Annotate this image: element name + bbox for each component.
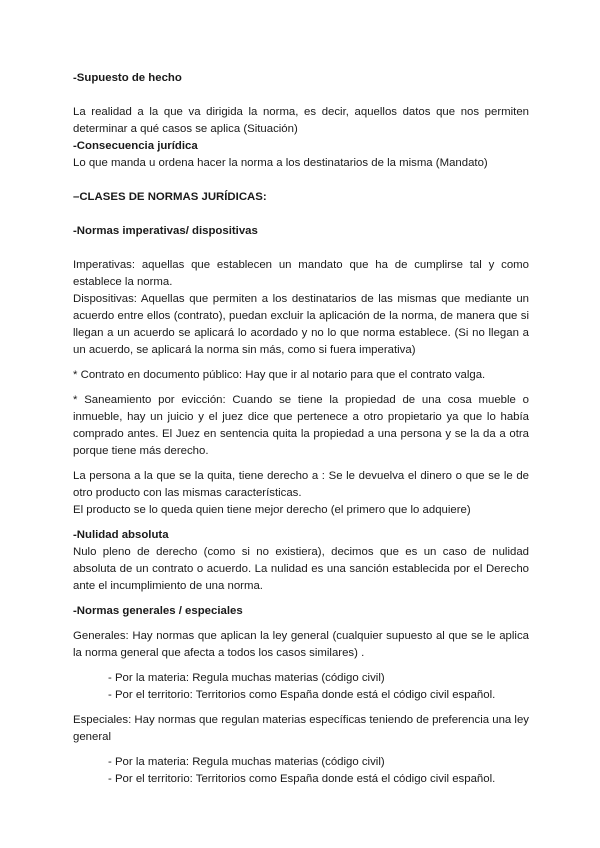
paragraph-consecuencia-juridica: Lo que manda u ordena hacer la norma a los destinatarios de la misma (Mandato): [73, 157, 488, 169]
paragraph-supuesto-de-hecho: La realidad a la que va dirigida la norma, es decir, aquellos datos que nos permiten determinar a qué casos se aplica (Situación): [73, 106, 529, 135]
paragraph-derecho-devolucion: La persona a la que se la quita, tiene derecho a : Se le devuelva el dinero o que se le de otro producto con las mismas características.: [73, 470, 529, 499]
document-page: [73, 70, 529, 788]
heading-nulidad-absoluta: -Nulidad absoluta: [73, 529, 169, 541]
paragraph-generales: Generales: Hay normas que aplican la ley general (cualquier supuesto al que se le aplica la norma general que afecta a todos los casos similares) .: [73, 630, 529, 659]
paragraph-dispositivas: Dispositivas: Aquellas que permiten a los destinatarios de las mismas que mediante un acuerdo entre ellos (contrato), puedan excluir la aplicación de la norma, de manera que si llegan a un acuerdo se aplicará lo acordado y no lo que norma establece. (Si no llegan a un acuerdo, se aplicará la norma sin más, como si fuera imperativa): [73, 293, 529, 356]
list-item: - Por la materia: Regula muchas materias (código civil): [108, 672, 385, 684]
list-item: - Por el territorio: Territorios como España donde está el código civil español.: [108, 689, 496, 701]
note-contrato-documento-publico: * Contrato en documento público: Hay que ir al notario para que el contrato valga.: [73, 369, 486, 381]
paragraph-nulidad-absoluta: Nulo pleno de derecho (como si no existiera), decimos que es un caso de nulidad absoluta de un contrato o acuerdo. La nulidad es una sanción establecida por el Derecho ante el incumplimiento de una norma.: [73, 546, 529, 592]
list-item: - Por el territorio: Territorios como España donde está el código civil español.: [108, 773, 496, 785]
paragraph-especiales: Especiales: Hay normas que regulan materias específicas teniendo de preferencia una ley general: [73, 714, 529, 743]
heading-normas-generales-especiales: -Normas generales / especiales: [73, 605, 243, 617]
paragraph-mejor-derecho: El producto se lo queda quien tiene mejor derecho (el primero que lo adquiere): [73, 504, 471, 516]
paragraph-imperativas: Imperativas: aquellas que establecen un mandato que ha de cumplirse tal y como establece la norma.: [73, 259, 529, 288]
list-generales: [73, 670, 529, 704]
heading-normas-imperativas-dispositivas: -Normas imperativas/ dispositivas: [73, 225, 258, 237]
note-saneamiento-por-eviccion: * Saneamiento por evicción: Cuando se tiene la propiedad de una cosa mueble o inmueble, hay un juicio y el juez dice que pertenece a otro propietario ya que lo había comprado antes. El Juez en sentencia quita la propiedad a una persona y se la da a otra porque tiene más derecho.: [73, 394, 529, 457]
list-especiales: [73, 754, 529, 788]
list-item: - Por la materia: Regula muchas materias (código civil): [108, 756, 385, 768]
heading-supuesto-de-hecho: -Supuesto de hecho: [73, 72, 182, 84]
heading-consecuencia-juridica: -Consecuencia jurídica: [73, 140, 198, 152]
heading-clases-de-normas: –CLASES DE NORMAS JURÍDICAS:: [73, 191, 267, 203]
